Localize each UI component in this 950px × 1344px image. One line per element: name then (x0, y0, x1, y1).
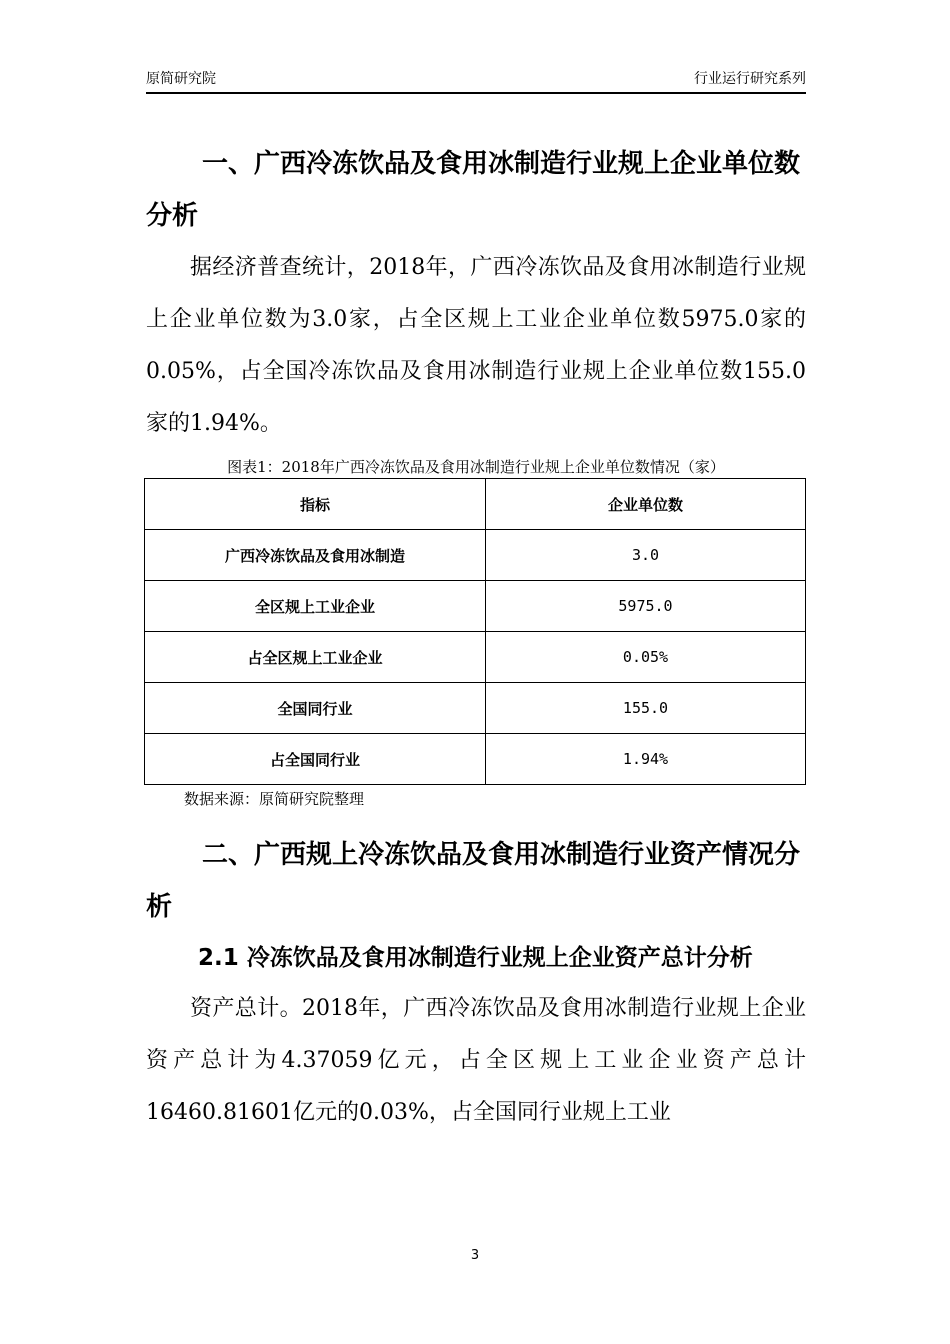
header-org-name: 原简研究院 (146, 71, 216, 87)
page-content (146, 138, 806, 1139)
section2-1-title: 2.1 冷冻饮品及食用冰制造行业规上企业资产总计分析 (198, 945, 753, 971)
table-cell-label: 占全国同行业 (145, 734, 486, 785)
table-header-row (145, 479, 806, 530)
table-cell-value: 5975.0 (486, 581, 806, 632)
page-header (146, 66, 806, 94)
enterprise-count-table (144, 478, 806, 785)
table1-source-note: 数据来源：原简研究院整理 (184, 790, 365, 808)
page-number: 3 (470, 1248, 480, 1263)
table-cell-label: 占全区规上工业企业 (145, 632, 486, 683)
table-header-indicator: 指标 (145, 479, 486, 530)
table-row (145, 581, 806, 632)
table-cell-value: 3.0 (486, 530, 806, 581)
table-cell-value: 155.0 (486, 683, 806, 734)
table1-caption: 图表1：2018年广西冷冻饮品及食用冰制造行业规上企业单位数情况（家） (227, 458, 725, 476)
table-row (145, 734, 806, 785)
section1-title: 一、广西冷冻饮品及食用冰制造行业规上企业单位数分析 (146, 149, 801, 231)
table-cell-label: 全国同行业 (145, 683, 486, 734)
table-row (145, 530, 806, 581)
section1-paragraph: 据经济普查统计，2018年，广西冷冻饮品及食用冰制造行业规上企业单位数为3.0家，占全区规上工业企业单位数5975.0家的0.05%，占全国冷冻饮品及食用冰制造行业规上企业单位数155.0家的1.94%。 (146, 255, 806, 436)
table-row (145, 632, 806, 683)
table-header-count: 企业单位数 (486, 479, 806, 530)
table-cell-value: 1.94% (486, 734, 806, 785)
table-row (145, 683, 806, 734)
header-series-name: 行业运行研究系列 (694, 71, 806, 87)
table-cell-label: 全区规上工业企业 (145, 581, 486, 632)
section2-title: 二、广西规上冷冻饮品及食用冰制造行业资产情况分析 (146, 840, 801, 922)
section2-1-paragraph: 资产总计。2018年，广西冷冻饮品及食用冰制造行业规上企业资产总计为4.37059亿元，占全区规上工业企业资产总计16460.81601亿元的0.03%，占全国同行业规上工业 (146, 996, 806, 1125)
table-cell-value: 0.05% (486, 632, 806, 683)
table-cell-label: 广西冷冻饮品及食用冰制造 (145, 530, 486, 581)
